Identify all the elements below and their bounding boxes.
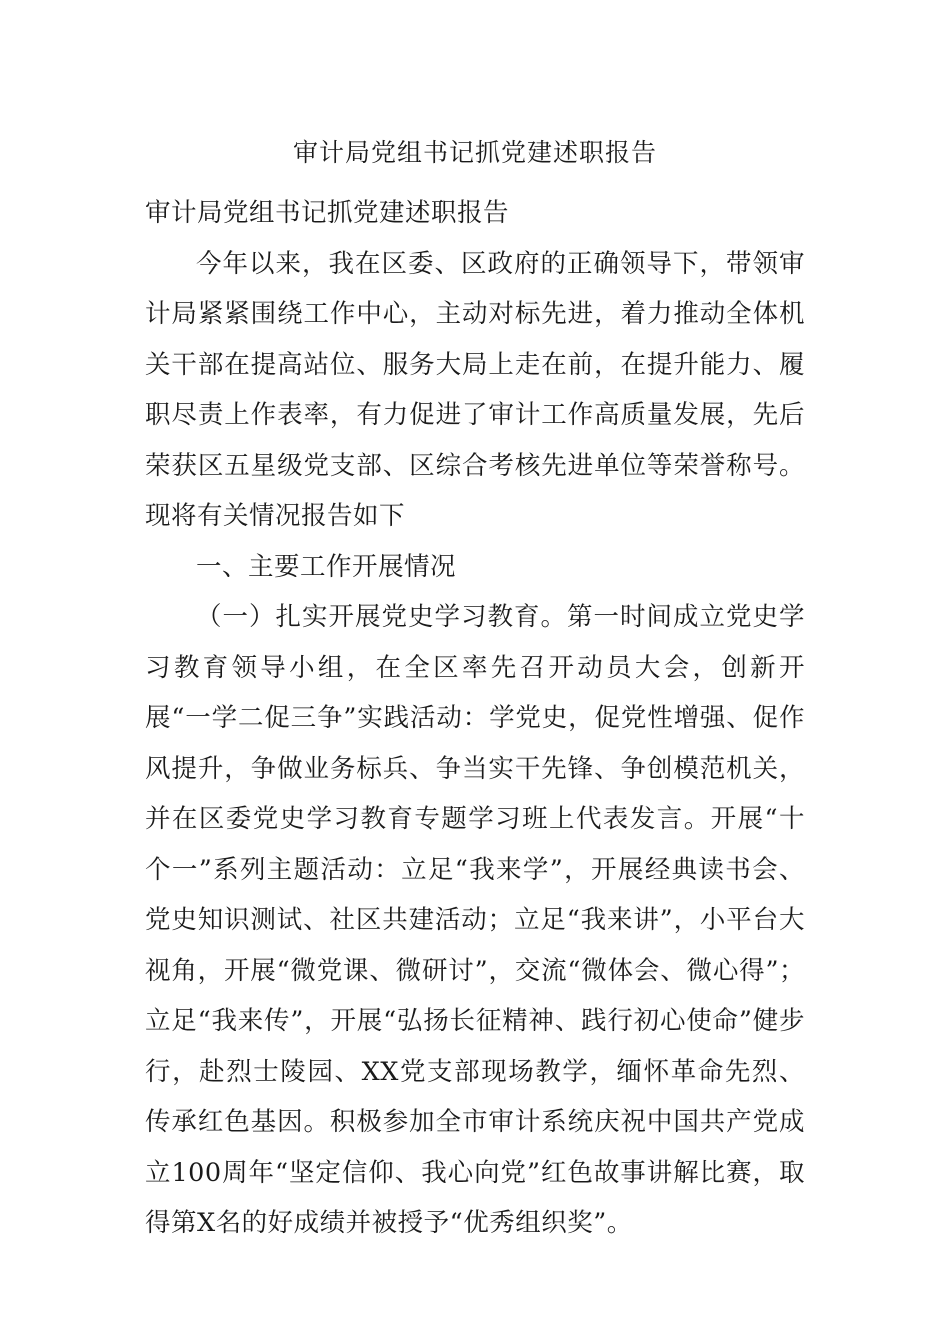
paragraph-section-1-1: （一）扎实开展党史学习教育。第一时间成立党史学习教育领导小组，在全区率先召开动员大会，创新开展“一学二促三争”实践活动：学党史，促党性增强、促作风提升，争做业务标兵、争当实干先锋、争创模范机关，并在区委党史学习教育专题学习班上代表发言。开展“十个一”系列主题活动：立足“我来学”，开展经典读书会、党史知识测试、社区共建活动；立足“我来讲”，小平台大视角，开展“微党课、微研讨”，交流“微体会、微心得”；立足“我来传”，开展“弘扬长征精神、践行初心使命”健步行，赴烈士陵园、XX党支部现场教学，缅怀革命先烈、传承红色基因。积极参加全市审计系统庆祝中国共产党成立100周年“坚定信仰、我心向党”红色故事讲解比赛，取得第X名的好成绩并被授予“优秀组织奖”。 (145, 602, 805, 1238)
paragraph-intro: 今年以来，我在区委、区政府的正确领导下，带领审计局紧紧围绕工作中心，主动对标先进，着力推动全体机关干部在提高站位、服务大局上走在前，在提升能力、履职尽责上作表率，有力促进了审计工作高质量发展，先后荣获区五星级党支部、区综合考核先进单位等荣誉称号。现将有关情况报告如下 (145, 248, 805, 531)
document-subtitle: 审计局党组书记抓党建述职报告 (145, 198, 510, 228)
document-title: 审计局党组书记抓党建述职报告 (292, 138, 657, 167)
document-body (145, 188, 805, 1249)
section-heading-1: 一、主要工作开展情况 (196, 551, 457, 582)
